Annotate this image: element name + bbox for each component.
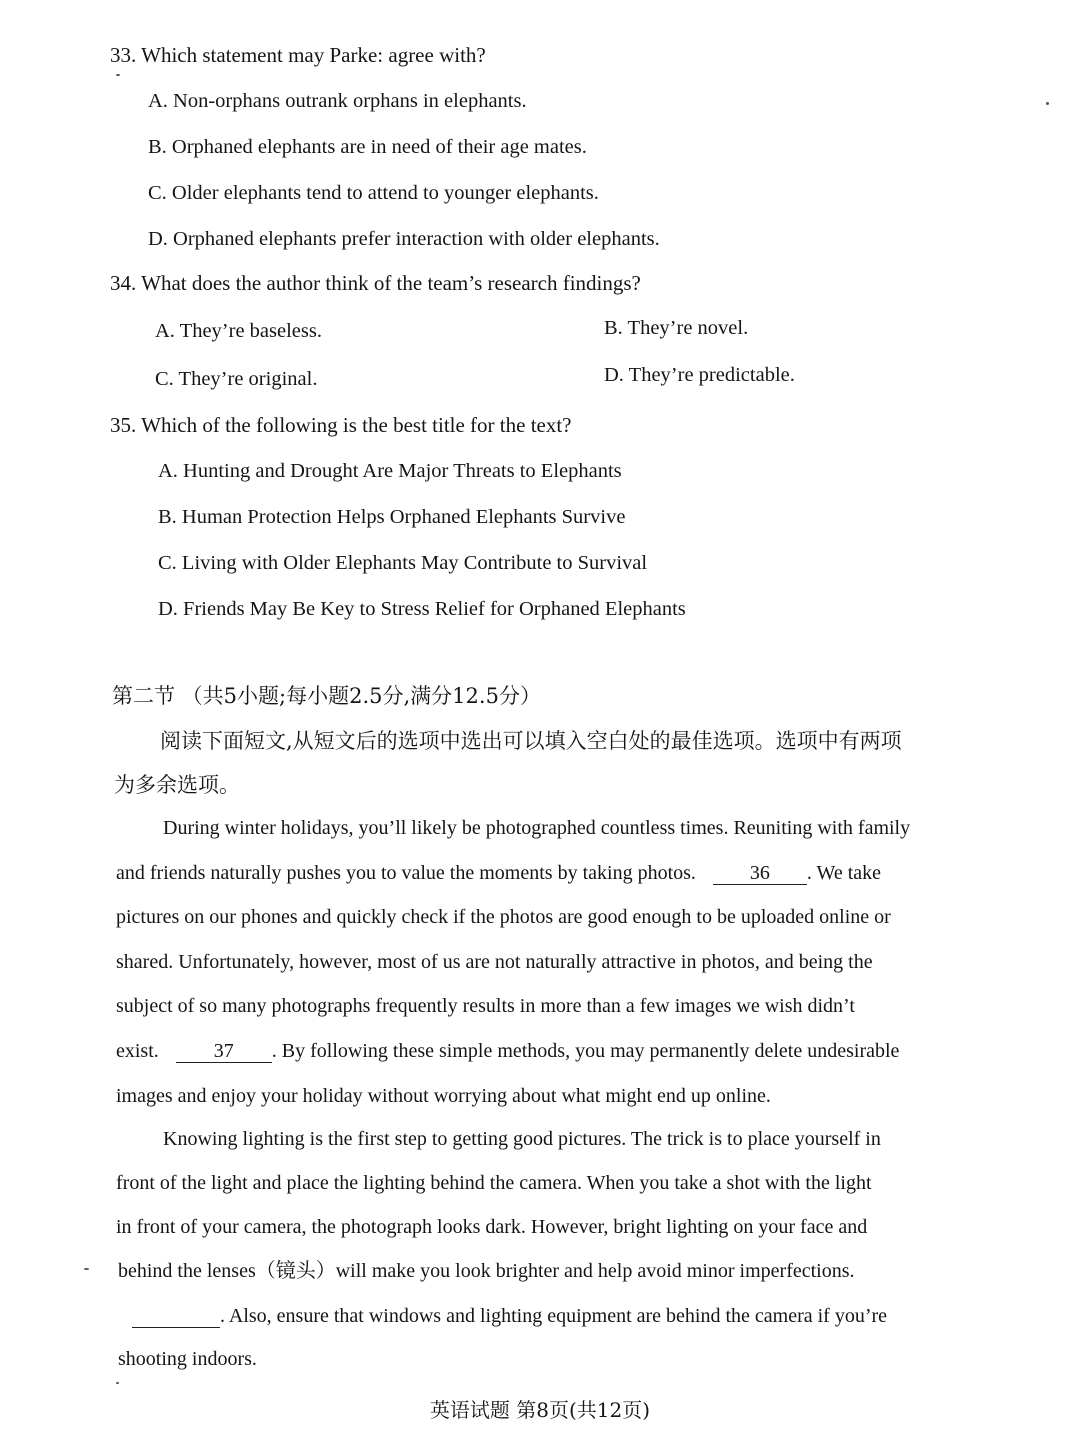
passage-line: pictures on our phones and quickly check if the photos are good enough to be uploaded online or: [116, 906, 891, 928]
passage-line: front of the light and place the lighting behind the camera. When you take a shot with the light: [116, 1172, 872, 1194]
scan-speck: [116, 74, 120, 76]
blank-38: [132, 1305, 220, 1328]
passage-line: shared. Unfortunately, however, most of us are not naturally attractive in photos, and being the: [116, 951, 873, 973]
blank-36: 36: [713, 862, 807, 885]
question-35-stem: 35. Which of the following is the best title for the text?: [110, 413, 572, 437]
section-heading: 第二节 （共5小题;每小题2.5分,满分12.5分）: [112, 684, 541, 708]
question-34-stem: 34. What does the author think of the team’s research findings?: [110, 271, 641, 295]
passage-line: subject of so many photographs frequently results in more than a few images we wish didn’t: [116, 995, 855, 1017]
passage-line: During winter holidays, you’ll likely be photographed countless times. Reuniting with family: [163, 817, 911, 839]
passage-line: [116, 1038, 899, 1064]
section-instruction-line-2: 为多余选项。: [114, 773, 240, 797]
scan-speck: [84, 1268, 89, 1270]
passage-line: [116, 860, 881, 886]
question-34-option-a: A. They’re baseless.: [155, 320, 322, 342]
passage-line: shooting indoors.: [118, 1348, 257, 1370]
question-33-stem: 33. Which statement may Parke: agree with?: [110, 43, 486, 67]
question-34-option-b: B. They’re novel.: [604, 317, 749, 339]
section-instruction-line-1: 阅读下面短文,从短文后的选项中选出可以填入空白处的最佳选项。选项中有两项: [160, 729, 902, 753]
passage-line: in front of your camera, the photograph looks dark. However, bright lighting on your face and: [116, 1216, 868, 1238]
passage-text: . By following these simple methods, you may permanently delete undesirable: [271, 1040, 900, 1062]
passage-line: behind the lenses（镜头）will make you look brighter and help avoid minor imperfections.: [118, 1260, 855, 1282]
passage-text: . Also, ensure that windows and lighting equipment are behind the camera if you’re: [220, 1305, 888, 1327]
passage-text: and friends naturally pushes you to value the moments by taking photos.: [116, 862, 696, 884]
page-footer: 英语试题 第8页(共12页): [429, 1398, 651, 1422]
passage-text: exist.: [116, 1040, 159, 1062]
passage-text: . We take: [806, 862, 882, 884]
question-33-option-a: A. Non-orphans outrank orphans in elephants.: [148, 90, 527, 112]
passage-line: [132, 1303, 887, 1329]
question-35-option-c: C. Living with Older Elephants May Contribute to Survival: [158, 552, 648, 574]
passage-line: images and enjoy your holiday without worrying about what might end up online.: [116, 1085, 771, 1107]
blank-37: 37: [176, 1040, 272, 1063]
question-34-option-c: C. They’re original.: [155, 368, 318, 390]
passage-line: Knowing lighting is the first step to getting good pictures. The trick is to place yourself in: [163, 1128, 881, 1150]
question-33-option-d: D. Orphaned elephants prefer interaction with older elephants.: [148, 228, 660, 250]
question-33-option-c: C. Older elephants tend to attend to younger elephants.: [148, 182, 599, 204]
scan-speck: [116, 1382, 119, 1384]
question-33-option-b: B. Orphaned elephants are in need of their age mates.: [148, 136, 587, 158]
question-35-option-d: D. Friends May Be Key to Stress Relief for Orphaned Elephants: [158, 598, 686, 620]
question-34-option-d: D. They’re predictable.: [604, 364, 795, 386]
scan-speck: [1046, 102, 1049, 105]
question-35-option-a: A. Hunting and Drought Are Major Threats to Elephants: [158, 460, 622, 482]
question-35-option-b: B. Human Protection Helps Orphaned Elephants Survive: [158, 506, 626, 528]
